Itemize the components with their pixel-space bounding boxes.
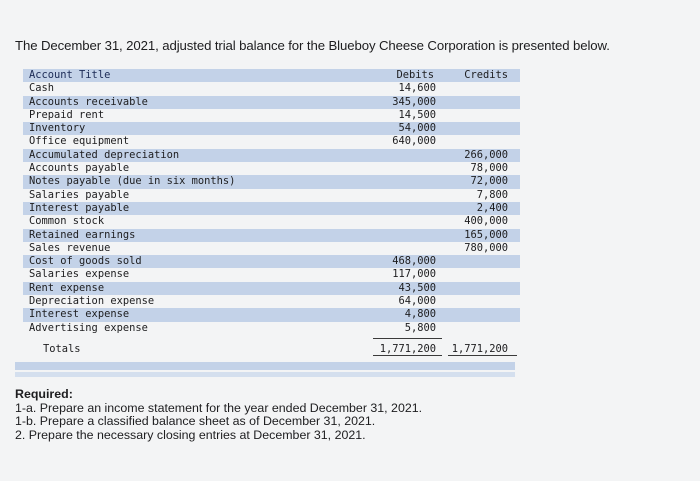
table-row — [23, 255, 520, 268]
header-credits: Credits — [464, 69, 508, 81]
header-account-title: Account Title — [29, 69, 111, 81]
required-section — [15, 388, 422, 443]
table-row — [23, 122, 520, 135]
totals-debit: 1,771,200 — [379, 342, 436, 355]
required-item: 1-b. Prepare a classified balance sheet as of December 31, 2021. — [15, 414, 376, 429]
table-footer-bar — [15, 362, 515, 370]
account-cell: Accounts payable — [29, 162, 130, 175]
account-cell: Salaries expense — [29, 268, 130, 281]
account-cell: Office equipment — [29, 135, 130, 148]
account-cell: Interest expense — [29, 308, 130, 321]
account-cell: Salaries payable — [29, 188, 130, 201]
table-row — [23, 242, 520, 255]
required-item: 2. Prepare the necessary closing entries at December 31, 2021. — [15, 428, 366, 443]
account-cell: Common stock — [29, 215, 105, 228]
debit-cell: 64,000 — [398, 295, 436, 308]
credit-cell: 2,400 — [476, 201, 508, 214]
debit-cell: 43,500 — [398, 281, 436, 294]
table-footer-bar-light — [15, 372, 515, 377]
table-row — [23, 229, 520, 242]
account-cell: Inventory — [29, 122, 86, 135]
credit-cell: 7,800 — [476, 188, 508, 201]
account-cell: Cash — [29, 82, 55, 95]
debit-cell: 640,000 — [392, 135, 436, 148]
table-row — [23, 308, 520, 321]
debit-cell: 117,000 — [392, 268, 436, 281]
table-row — [23, 162, 520, 175]
credit-cell: 400,000 — [464, 215, 508, 228]
required-title: Required: — [15, 387, 73, 401]
credit-total-rule — [448, 355, 517, 356]
debit-cell: 14,500 — [398, 108, 436, 121]
table-row — [23, 189, 520, 202]
debit-cell: 4,800 — [404, 308, 436, 321]
account-cell: Interest payable — [29, 201, 130, 214]
table-row — [23, 268, 520, 281]
account-cell: Depreciation expense — [29, 295, 155, 308]
trial-balance-table — [23, 69, 520, 359]
account-cell: Notes payable (due in six months) — [29, 175, 236, 188]
table-row — [23, 282, 520, 295]
credit-cell: 780,000 — [464, 241, 508, 254]
table-header-row — [23, 69, 520, 82]
required-item: 1-a. Prepare an income statement for the year ended December 31, 2021. — [15, 400, 423, 415]
account-cell: Prepaid rent — [29, 108, 105, 121]
account-cell: Cost of goods sold — [29, 255, 142, 268]
table-row — [23, 322, 520, 335]
totals-label: Totals — [43, 342, 81, 355]
table-row — [23, 82, 520, 95]
totals-row — [23, 339, 520, 359]
debit-cell: 5,800 — [404, 321, 436, 334]
table-row — [23, 215, 520, 228]
credit-cell: 266,000 — [464, 148, 508, 161]
table-row — [23, 96, 520, 109]
table-body — [23, 82, 520, 335]
account-cell: Retained earnings — [29, 228, 136, 241]
table-row — [23, 135, 520, 148]
debit-cell: 54,000 — [398, 122, 436, 135]
debit-cell: 14,600 — [398, 82, 436, 95]
table-row — [23, 175, 520, 188]
table-row — [23, 149, 520, 162]
debit-subtotal-rule — [373, 338, 442, 339]
table-row — [23, 202, 520, 215]
header-debits: Debits — [396, 69, 434, 81]
credit-cell: 72,000 — [470, 175, 508, 188]
account-cell: Sales revenue — [29, 241, 111, 254]
debit-cell: 468,000 — [392, 255, 436, 268]
problem-intro: The December 31, 2021, adjusted trial balance for the Blueboy Cheese Corporation is presented below. — [15, 38, 610, 53]
account-cell: Accounts receivable — [29, 95, 148, 108]
debit-cell: 345,000 — [392, 95, 436, 108]
debit-total-rule — [373, 355, 442, 356]
credit-cell: 78,000 — [470, 162, 508, 175]
account-cell: Rent expense — [29, 281, 105, 294]
account-cell: Advertising expense — [29, 321, 148, 334]
table-row — [23, 109, 520, 122]
account-cell: Accumulated depreciation — [29, 148, 180, 161]
table-row — [23, 295, 520, 308]
totals-credit: 1,771,200 — [451, 342, 508, 355]
credit-cell: 165,000 — [464, 228, 508, 241]
